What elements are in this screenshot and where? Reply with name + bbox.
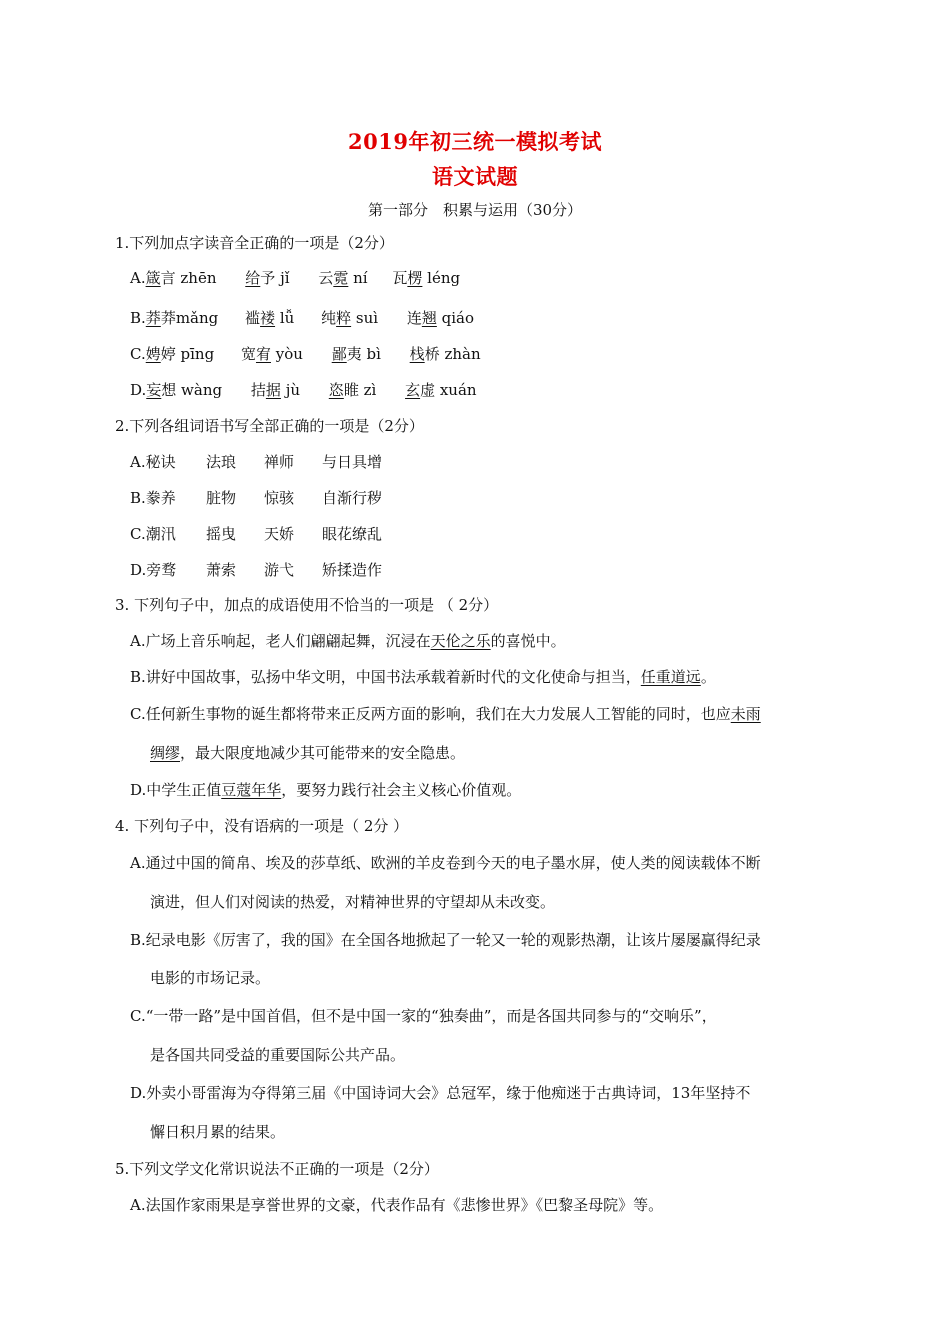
dotted-char: 给: [245, 269, 261, 287]
q5-stem: 5.下列文学文化常识说法不正确的一项是（2分）: [115, 1160, 439, 1178]
q4-option-a: A.通过中国的简帛、埃及的莎草纸、欧洲的羊皮卷到今天的电子墨水屏，使人类的阅读载体不断: [130, 854, 761, 872]
q1-option-d: D.妄想 wàng 拮据 jù 恣睢 zì 玄虚 xuán: [130, 381, 477, 399]
dotted-char: 莽: [145, 309, 161, 327]
idiom: 任重道远: [640, 668, 701, 686]
q3-option-a: A.广场上音乐响起，老人们翩翩起舞，沉浸在天伦之乐的喜悦中。: [130, 632, 566, 650]
idiom: 未雨: [730, 705, 761, 723]
q2-option-a: A.秘诀 法琅 禅师 与日具增: [130, 453, 383, 471]
q3-option-c-cont: 绸缪，最大限度地减少其可能带来的安全隐患。: [150, 744, 466, 762]
q4-stem: 4. 下列句子中，没有语病的一项是（ 2分 ）: [115, 817, 409, 835]
q3-option-c: C.任何新生事物的诞生都将带来正反两方面的影响，我们在大力发展人工智能的同时，也应未雨: [130, 705, 761, 723]
q4-option-b-cont: 电影的市场记录。: [150, 969, 271, 987]
idiom: 绸缪: [150, 744, 181, 762]
exam-title: 2019年初三统一模拟考试: [348, 129, 602, 154]
dotted-char: 褛: [260, 309, 276, 327]
q2-option-c: C.潮汛 摇曳 天娇 眼花缭乱: [130, 525, 383, 543]
dotted-char: 妄: [146, 381, 162, 399]
dotted-char: 据: [265, 381, 281, 399]
dotted-char: 粹: [336, 309, 352, 327]
q1-option-b: B.莽莽mǎng 褴褛 lǚ 纯粹 suì 连翘 qiáo: [130, 309, 475, 327]
dotted-char: 恣: [328, 381, 344, 399]
exam-subtitle: 语文试题: [432, 164, 518, 189]
section-heading: 第一部分 积累与运用（30分）: [367, 201, 583, 219]
q4-option-c-cont: 是各国共同受益的重要国际公共产品。: [150, 1046, 406, 1064]
q1-option-c: C.娉婷 pīng 宽宥 yòu 鄙夷 bì 栈桥 zhàn: [130, 345, 481, 363]
q2-option-d: D.旁骛 萧索 游弋 矫揉造作: [130, 561, 383, 579]
q4-option-d: D.外卖小哥雷海为夺得第三届《中国诗词大会》总冠军，缘于他痴迷于古典诗词，13年坚持不: [130, 1084, 751, 1102]
q3-stem: 3. 下列句子中，加点的成语使用不恰当的一项是 （ 2分）: [115, 596, 499, 614]
q4-option-c: C.“一带一路”是中国首倡，但不是中国一家的“独奏曲”，而是各国共同参与的“交响乐”，: [130, 1007, 717, 1025]
dotted-char: 栈: [409, 345, 425, 363]
q1-stem: 1.下列加点字读音全正确的一项是（2分）: [115, 234, 394, 252]
idiom: 豆蔻年华: [221, 781, 282, 799]
q2-option-b: B.豢养 脏物 惊骇 自渐行秽: [130, 489, 383, 507]
q4-option-d-cont: 懈日积月累的结果。: [150, 1123, 286, 1141]
idiom: 天伦之乐: [430, 632, 491, 650]
dotted-char: 箴: [145, 269, 161, 287]
dotted-char: 翘: [421, 309, 437, 327]
q3-option-b: B.讲好中国故事，弘扬中华文明，中国书法承载着新时代的文化使命与担当，任重道远。: [130, 668, 716, 686]
dotted-char: 鄙: [331, 345, 347, 363]
q1-option-a: A.箴言 zhēn 给予 jǐ 云霓 ní 瓦楞 léng: [130, 269, 461, 287]
q4-option-a-cont: 演进，但人们对阅读的热爱，对精神世界的守望却从未改变。: [150, 893, 556, 911]
dotted-char: 玄: [405, 381, 421, 399]
dotted-char: 楞: [407, 269, 423, 287]
q3-option-d: D.中学生正值豆蔻年华，要努力践行社会主义核心价值观。: [130, 781, 522, 799]
dotted-char: 宥: [255, 345, 271, 363]
dotted-char: 娉: [145, 345, 161, 363]
q5-option-a: A.法国作家雨果是享誉世界的文豪，代表作品有《悲惨世界》《巴黎圣母院》等。: [130, 1196, 664, 1214]
dotted-char: 霓: [333, 269, 349, 287]
q4-option-b: B.纪录电影《厉害了，我的国》在全国各地掀起了一轮又一轮的观影热潮，让该片屡屡赢得纪录: [130, 931, 761, 949]
q2-stem: 2.下列各组词语书写全部正确的一项是（2分）: [115, 417, 424, 435]
